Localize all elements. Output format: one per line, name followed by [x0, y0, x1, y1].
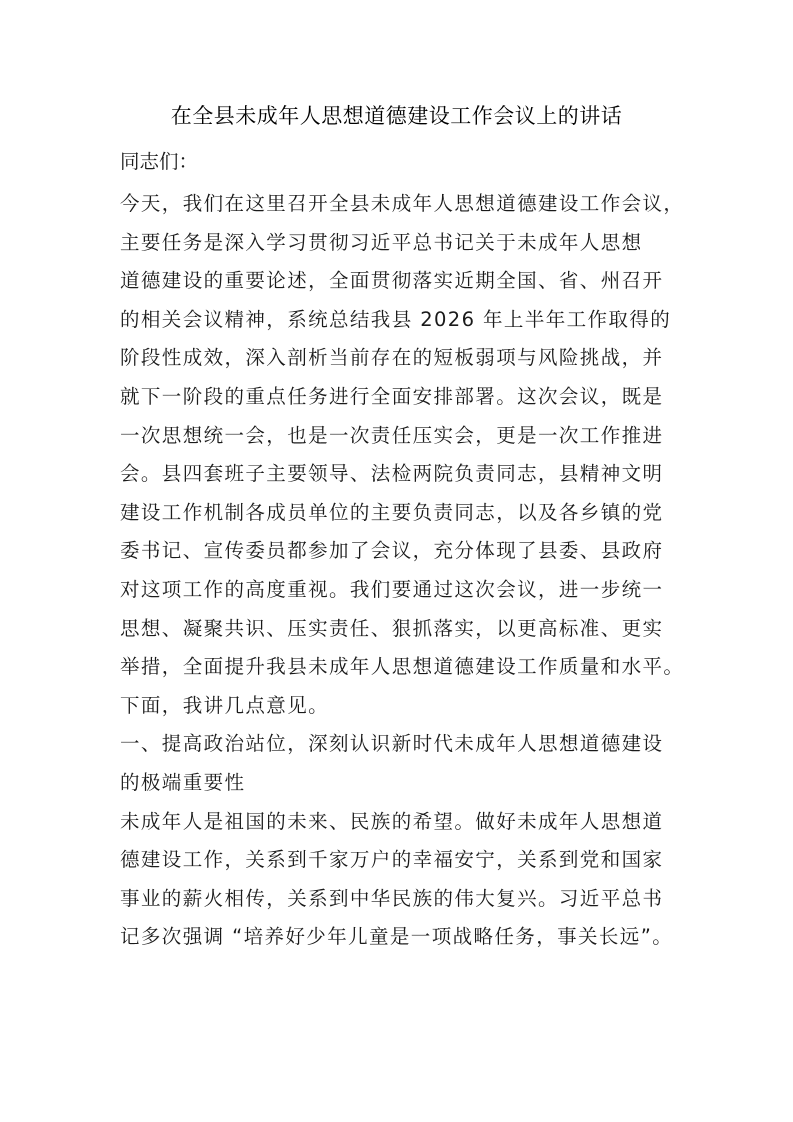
body-line: 阶段性成效，深入剖析当前存在的短板弱项与风险挑战，并	[120, 346, 664, 370]
document-title: 在全县未成年人思想道德建设工作会议上的讲话	[170, 104, 623, 128]
section-heading-line: 的极端重要性	[120, 770, 246, 794]
body-line: 主要任务是深入学习贯彻习近平总书记关于未成年人思想	[120, 230, 643, 254]
body-line: 对这项工作的高度重视。我们要通过这次会议，进一步统一	[120, 577, 664, 601]
body-line: 建设工作机制各成员单位的主要负责同志，以及各乡镇的党	[120, 500, 664, 524]
body-line: 道德建设的重要论述，全面贯彻落实近期全国、省、州召开	[120, 269, 664, 293]
body-line: 下面，我讲几点意见。	[120, 693, 330, 717]
body-line: 思想、凝聚共识、压实责任、狠抓落实，以更高标准、更实	[120, 616, 664, 640]
salutation: 同志们：	[120, 150, 199, 173]
body-line: 未成年人是祖国的未来、民族的希望。做好未成年人思想道	[120, 809, 664, 833]
body-line: 的相关会议精神，系统总结我县 2026 年上半年工作取得的	[120, 307, 672, 331]
body-text	[120, 185, 690, 957]
body-line: 事业的薪火相传，关系到中华民族的伟大复兴。习近平总书	[120, 886, 664, 910]
section-heading-line: 一、提高政治站位，深刻认识新时代未成年人思想道德建设	[120, 732, 664, 756]
body-line: 德建设工作，关系到千家万户的幸福安宁，关系到党和国家	[120, 848, 664, 872]
body-line: 会。县四套班子主要领导、法检两院负责同志，县精神文明	[120, 462, 664, 486]
body-line: 委书记、宣传委员都参加了会议，充分体现了县委、县政府	[120, 539, 664, 563]
body-line: 举措，全面提升我县未成年人思想道德建设工作质量和水平。	[120, 655, 685, 679]
body-line: 就下一阶段的重点任务进行全面安排部署。这次会议，既是	[120, 384, 664, 408]
body-line: 一次思想统一会，也是一次责任压实会，更是一次工作推进	[120, 423, 664, 447]
body-line: 今天，我们在这里召开全县未成年人思想道德建设工作会议，	[120, 192, 685, 215]
body-line: 记多次强调 “培养好少年儿童是一项战略任务，事关长远”。	[120, 925, 674, 949]
